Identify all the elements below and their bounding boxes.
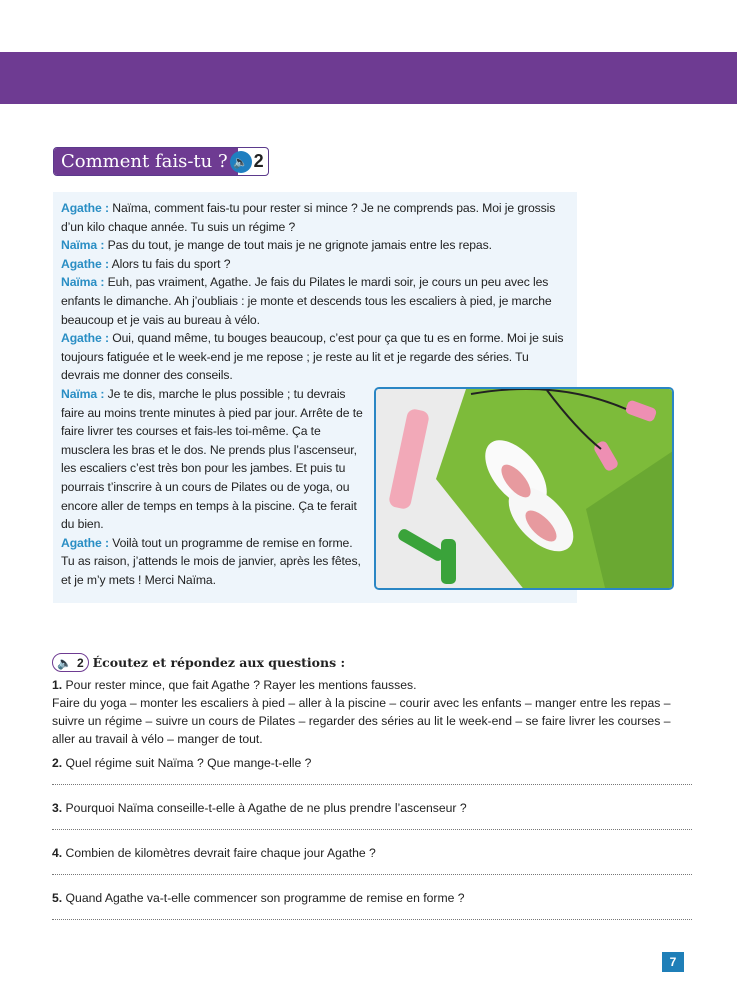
track-number: 2 (76, 655, 84, 670)
question-number: 3. (52, 801, 63, 815)
dialogue-text: Naïma, comment fais-tu pour rester si mince ? Je ne comprends pas. Moi je grossis d’un kilo chaque année. Tu suis un régime ? (61, 201, 556, 234)
question-text: Combien de kilomètres devrait faire chaque jour Agathe ? (62, 846, 376, 860)
answer-line[interactable] (52, 919, 692, 920)
question-text: Quel régime suit Naïma ? Que mange-t-elle ? (62, 756, 312, 770)
dialogue-text: Euh, pas vraiment, Agathe. Je fais du Pilates le mardi soir, je cours un peu avec les enfants le dimanche. Ah j’oubliais : je monte et descends tous les escaliers à pied, je marche beaucoup et je vais au bureau à vélo. (61, 275, 552, 327)
dialogue-text: Oui, quand même, tu bouges beaucoup, c’est pour ça que tu es en forme. Moi je suis toujours fatiguée et le week-end je me repose ; je reste au lit et je regarde des séries. Tu devrais me donner des conseils. (61, 331, 564, 383)
dialogue-line (61, 255, 570, 274)
question-text: Pourquoi Naïma conseille-t-elle à Agathe de ne plus prendre l’ascenseur ? (62, 801, 467, 815)
audio-speaker-icon: 🔈 (57, 655, 72, 670)
speaker-name: Agathe : (61, 256, 109, 271)
question-text: Quand Agathe va-t-elle commencer son programme de remise en forme ? (62, 891, 465, 905)
speaker-name: Agathe : (61, 331, 109, 346)
speaker-name: Agathe : (61, 201, 109, 215)
dialogue-line (61, 329, 570, 385)
question-1-options[interactable]: Faire du yoga – monter les escaliers à pied – aller à la piscine – courir avec les enfants – manger entre les repas – suivre un régime – suivre un cours de Pilates – regarder des séries au lit le week-end – se faire livrer les courses – aller au travail à vélo – manger de tout. (52, 696, 671, 746)
question-number: 1. (52, 678, 63, 692)
dialogue-text: Voilà tout un programme de remise en forme. Tu as raison, j’attends le mois de janvier, après les fêtes, et je m’y mets ! Merci Naïma. (61, 535, 361, 587)
answer-line[interactable] (52, 784, 692, 785)
question-1 (52, 676, 692, 694)
speaker-name: Agathe : (61, 535, 109, 550)
page-number: 7 (662, 952, 684, 972)
dialogue-line (61, 236, 570, 255)
section-title-text: Comment fais-tu ? (54, 148, 238, 175)
dialogue-text: Je te dis, marche le plus possible ; tu devrais faire au moins trente minutes à pied par jour. Arrête de te faire livrer tes courses et fais-les toi-même. Ça te musclera les bras et le dos. Ne prends plus l’ascenseur, les escaliers c’est très bon pour les jambes. Et puis tu pourrais t’inscrire à un cours de Pilates ou de yoga, ou encore aller de temps en temps à la piscine. Ça te ferait du bien. (61, 386, 363, 532)
question-5 (52, 889, 692, 907)
question-number: 4. (52, 846, 63, 860)
exercise-heading: Écoutez et répondez aux questions : (92, 654, 346, 670)
question-number: 2. (52, 756, 63, 770)
audio-speaker-icon[interactable]: 🔈 (230, 151, 252, 173)
answer-line[interactable] (52, 874, 692, 875)
dialogue-box (53, 192, 577, 603)
question-2 (52, 754, 692, 772)
speaker-name: Naïma : (61, 275, 105, 290)
audio-track-pill[interactable] (52, 653, 89, 672)
question-text: Pour rester mince, que fait Agathe ? Rayer les mentions fausses. (62, 678, 417, 692)
question-3 (52, 799, 692, 817)
question-4 (52, 844, 692, 862)
header-band (0, 52, 737, 104)
section-title (53, 147, 269, 176)
dialogue-text: Pas du tout, je mange de tout mais je ne grignote jamais entre les repas. (104, 238, 492, 253)
answer-line[interactable] (52, 829, 692, 830)
speaker-name: Naïma : (61, 386, 105, 401)
audio-track-number: 2 (253, 151, 264, 171)
dialogue-line (61, 199, 570, 236)
dialogue-text: Alors tu fais du sport ? (108, 256, 231, 271)
dialogue-line (61, 273, 570, 329)
speaker-name: Naïma : (61, 238, 105, 253)
question-number: 5. (52, 891, 63, 905)
fitness-photo (374, 387, 674, 590)
exercise-section (52, 653, 692, 934)
